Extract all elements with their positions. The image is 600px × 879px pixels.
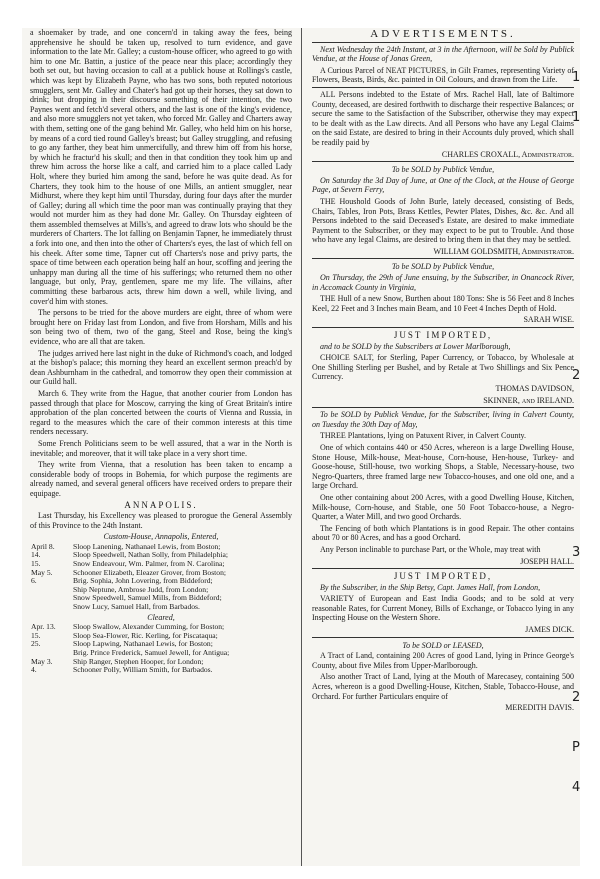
ad-land [312, 637, 574, 713]
ship-date: 14. [31, 550, 41, 560]
ship-entry: Brig. Sophia, John Lovering, from Biddeford; [73, 576, 213, 586]
ship-date: 4. [31, 665, 37, 675]
ship-entry: Brig. Prince Frederick, Samuel Jewell, for Antigua; [73, 648, 230, 657]
ship-date: 15. [31, 559, 41, 569]
ship-entry: Snow Endeavour, Wm. Palmer, from N. Carolina; [73, 559, 225, 569]
cleared-heading: Cleared, [147, 612, 175, 622]
ad-body: A Tract of Land, containing 200 Acres of good Land, lying in Prince George's County, about five Miles from Upper-Marlborough. [312, 651, 574, 670]
ad-plantations [312, 407, 574, 566]
ship-date: 25. [31, 639, 41, 649]
ship-entry: Schooner Polly, William Smith, for Barbados. [73, 665, 213, 675]
ship-entry: Schooner Elizabeth, Eleazer Grover, from Boston; [73, 567, 226, 577]
ad-signature: CHARLES CROXALL, Administrator. [441, 149, 574, 159]
ad-heading: JUST IMPORTED, [393, 571, 493, 582]
ship-entry: Sloop Sea-Flower, Ric. Kerling, for Piscataqua; [73, 630, 218, 640]
ship-date: 15. [31, 630, 41, 640]
ad-lead: By the Subscriber, in the Ship Betsy, Capt. James Hall, from London, [320, 582, 541, 592]
margin-mark: 2 [572, 368, 581, 383]
ship-entry: Snow Lucy, Samuel Hall, from Barbados. [73, 602, 200, 612]
ship-date: May 5. [31, 567, 53, 577]
ad-goods [312, 568, 574, 635]
ad-body: One of which contains 440 or 450 Acres, whereon is a large Dwelling House, Stone House, Milk-house, Meat-house, Corn-house, Hen-house, Turkey- and Goose-house, Still-house, two working Shops, a Stable, Necessary-house, two Negro-Quarters, three framed large new Tobacco-houses, and one old one, and a large Orchard. [312, 442, 574, 491]
ship-row [30, 666, 292, 675]
ad-lead: To be SOLD by Publick Vendue, for the Subscriber, living in Calvert County, on Tuesday the 30th Day of May, [312, 410, 574, 429]
ship-date: April 8. [31, 541, 55, 551]
ad-heading: JUST IMPORTED, [393, 330, 493, 341]
ad-heading: To be SOLD by Publick Vendue, [391, 262, 495, 272]
margin-mark: 4 [572, 780, 581, 795]
margin-mark: 1 [572, 110, 581, 125]
ship-row [30, 603, 292, 612]
ad-burle [312, 161, 574, 256]
ad-body: THE Hull of a new Snow, Burthen about 180 Tons: She is 56 Feet and 8 Inches Keel, 22 Feet and 3 Inches main Beam, and 10 Feet 4 Inches Depth of Hold. [312, 294, 574, 313]
margin-mark: P [572, 740, 580, 755]
ad-signature: JAMES DICK. [525, 625, 574, 635]
left-column [30, 28, 292, 675]
news-paragraph: a shoemaker by trade, and one concern'd in taking away the fees, being apprehensive he should be taken up, resolved to turn evidence, and gave information to the late Mr. Galley; a custom-house officer, who agreed to go with him to one Mr. Battin, a justice of the peace near this place; accordingly they both set out, but having occasion to call at a publick house at Rollings's castle, which was kept by Elizabeth Payne, who has two sons, both reputed notorious smugglers, sent Mr. Galley and Chater's had got up their horses, they sat down to drink; but dropping in their discourse something of their intention, the two Paynes went and fetch'd several others, and the last is one of the king's evidence, and also more smugglers not yet taken, who forced Mr. Galley and Charters away with them, setting one of the gang behind Mr. Galley, who held him on his horse, by means of a cord tied round Galley's breast; but Galley struggling, and refusing to go any farther, they beat him unmercifully, and threw him off from his horse, by which he fractur'd his skull; and then in that condition they took him up and threw him across the horse like a calf, and carried him to a place called Lady Holt, where they buried him among the sand, before he was quite dead. As for Charters, they took him to the house of one Mills, an antient smuggler, near Midhurst, where they kept him until Thursday, during four days after the murder of Galley; during all which time the poor man was continually praying that they would not murder him as they had done Mr. Galley. On Thursday eighteen of them assembled themselves at Mills's, and agreed to draw lots who should be the murderers of Charters. The lot falling on Benjamin Tapner, he immediately thrust a fork into one, and then into the other of Charters's eyes, the last of which fell on his cheek. After some time, Tapner cut off Charters's nose and privy parts, the space of time between each operation being half an hour, scoffing and jeering the unhappy man during all the time of his sufferings; who returned them no other language, but only, Pray, gentlemen, spare me my life. The villains, after committing these barbarous acts, threw him down a well, while living, and cover'd him with stones. [30, 28, 292, 306]
news-paragraph: The persons to be tried for the above murders are eight, three of whom were brought here on Friday last from London, and five from Horsham, Mills and his son being two of them, two of the gang, Steel and Rose, being the king's evidence, who are all that are taken. [30, 308, 292, 346]
ship-date: Apr. 13. [31, 622, 56, 632]
ad-signature: SKINNER, and IRELAND. [483, 395, 574, 405]
column-rule [301, 28, 302, 866]
entered-heading: Custom-House, Annapolis, Entered, [103, 532, 219, 542]
ship-date [30, 603, 72, 612]
ad-signature: THOMAS DAVIDSON, [495, 384, 574, 393]
ad-body: CHOICE SALT, for Sterling, Paper Currency, or Tobacco, by Wholesale at One Shilling Sterling per Bushel, and by Retale at Two Shillings and Six Pence Currency. [312, 353, 574, 382]
ad-signature: JOSEPH HALL. [520, 556, 574, 566]
annapolis-text: Last Thursday, his Excellency was pleased to prorogue the General Assembly of this Province to the 24th Instant. [30, 511, 292, 530]
right-column [312, 28, 574, 715]
ship-entry: Sloop Lanening, Nathanael Lewis, from Boston; [73, 541, 221, 551]
ship-entry: Snow Speedwell, Samuel Mills, from Biddeford; [73, 593, 222, 603]
ad-hull [312, 258, 574, 325]
ad-body: Any Person inclinable to purchase Part, or the Whole, may treat with [320, 544, 541, 554]
ad-body: One other containing about 200 Acres, with a good Dwelling House, Kitchen, Milk-house, Corn-house, and Stable, one 50 Foot Tobacco-house, a Negro-Quarter, a Water Mill, and two good Orchards. [312, 492, 574, 522]
ship-date [30, 586, 72, 595]
margin-mark: 2 [572, 690, 581, 705]
newspaper-page [22, 28, 580, 866]
ship-entry: Ship Neptune, Ambrose Judd, from London; [73, 584, 209, 594]
ad-lead: On Saturday the 3d Day of June, at One of the Clock, at the House of George Page, at Severn Ferry, [312, 175, 574, 195]
ship-entry: Sloop Lapwing, Nathanael Lewis, for Boston; [73, 639, 213, 649]
entered-table [30, 543, 292, 612]
ad-body: A Curious Parcel of NEAT PICTURES, in Gilt Frames, representing Variety of Flowers, Beasts, Birds, &c. painted in Oil Colours, and drawn from the Life. [312, 65, 574, 85]
annapolis-heading: ANNAPOLIS. [124, 499, 198, 510]
ad-body: ALL Persons indebted to the Estate of Mrs. Rachel Hall, late of Baltimore County, deceased, are desired forthwith to discharge their respective Balances; or secure the same to the Satisfaction of the Subscriber, otherwise they may expect to be dealt with as the Law directs. And all Persons who have any Legal Claims on the said Estate, are desired to bring in their Accounts duly proved, which shall be readily paid by [312, 89, 574, 147]
ad-body: Also another Tract of Land, lying at the Mouth of Marecasey, containing 500 Acres, whereon is a good Dwelling-House, Kitchen, Stable, Tobacco-House, and Orchard. For further Particulars enquire of [312, 672, 574, 701]
advertisements-masthead: ADVERTISEMENTS. [370, 28, 516, 40]
margin-mark: 3 [572, 545, 581, 560]
ad-heading: To be SOLD by Publick Vendue, [391, 165, 495, 175]
ad-body: THREE Plantations, lying on Patuxent River, in Calvert County. [320, 431, 527, 441]
ad-signature: MEREDITH DAVIS. [505, 703, 574, 713]
ad-heading: To be SOLD or LEASED, [402, 640, 484, 650]
ship-date [30, 594, 72, 603]
ad-pictures [312, 42, 574, 85]
ship-date: 6. [31, 576, 37, 586]
ad-lead: On Thursday, the 29th of June ensuing, by the Subscriber, in Onancock River, in Accomack County in Virginia, [312, 273, 574, 292]
news-paragraph: They write from Vienna, that a resolution has been taken to encamp a considerable body of troops in Bohemia, for which purpose the regiments are already named, and several general officers have received orders to prepare their equipage. [30, 460, 292, 498]
ad-body: THE Houshold Goods of John Burle, lately deceased, consisting of Beds, Chairs, Tables, Iron Pots, Brass Kettles, Pewter Plates, Dishes, &c. &c. And all Persons indebted to the said Deceased's Estate, are desired to make immediate Payment to the Subscriber, or they may expect to be put to Trouble. And those who have any legal Claims, are desired to bring them in that they may be settled. [312, 196, 574, 245]
ad-body: The Fencing of both which Plantations is in good Repair. The other contains about 70 or 80 Acres, and has a good Orchard. [312, 523, 574, 543]
ad-signature: WILLIAM GOLDSMITH, Administrator. [433, 246, 574, 256]
ship-entry: Sloop Speedwell, Nathan Solly, from Philadelphia; [73, 550, 228, 560]
ad-signature: SARAH WISE. [523, 315, 574, 325]
ship-entry: Sloop Swallow, Alexander Cumming, for Boston; [73, 622, 225, 632]
cleared-table [30, 623, 292, 675]
ship-entry: Ship Ranger, Stephen Hooper, for London; [73, 656, 204, 666]
news-paragraph: March 6. They write from the Hague, that another courier from London has passed through that place for Moscow, carrying the king of Great Britain's intire approbation of the plan concerted between the courts of Vienna and Russia, in regard to the measures which the care of their common interests at this time renders necessary. [30, 388, 292, 437]
news-paragraph: Some French Politicians seem to be well assured, that a war in the North is inevitable; and moreover, that it will take place in a very short time. [30, 438, 292, 458]
ad-salt [312, 327, 574, 405]
ad-lead: Next Wednesday the 24th Instant, at 3 in the Afternoon, will be Sold by Publick Vendue, at the House of Jonas Green, [312, 44, 574, 64]
ad-lead: and to be SOLD by the Subscribers at Lower Marlborough, [320, 341, 511, 351]
news-paragraph: The judges arrived here last night in the duke of Richmond's coach, and lodged at the bishop's palace; this morning they heard an excellent sermon preach'd by dean Ashburnham in the cathedral, and tomorrow they open their commission at our Guild hall. [30, 348, 292, 387]
ship-date: May 3. [31, 656, 53, 666]
margin-mark: 1 [572, 70, 581, 85]
ad-estate [312, 87, 574, 159]
ad-body: VARIETY of European and East India Goods; and to be sold at very reasonable Rates, for Current Money, Bills of Exchange, or Tobacco lying in any Inspecting House on the Western Shore. [312, 594, 574, 623]
